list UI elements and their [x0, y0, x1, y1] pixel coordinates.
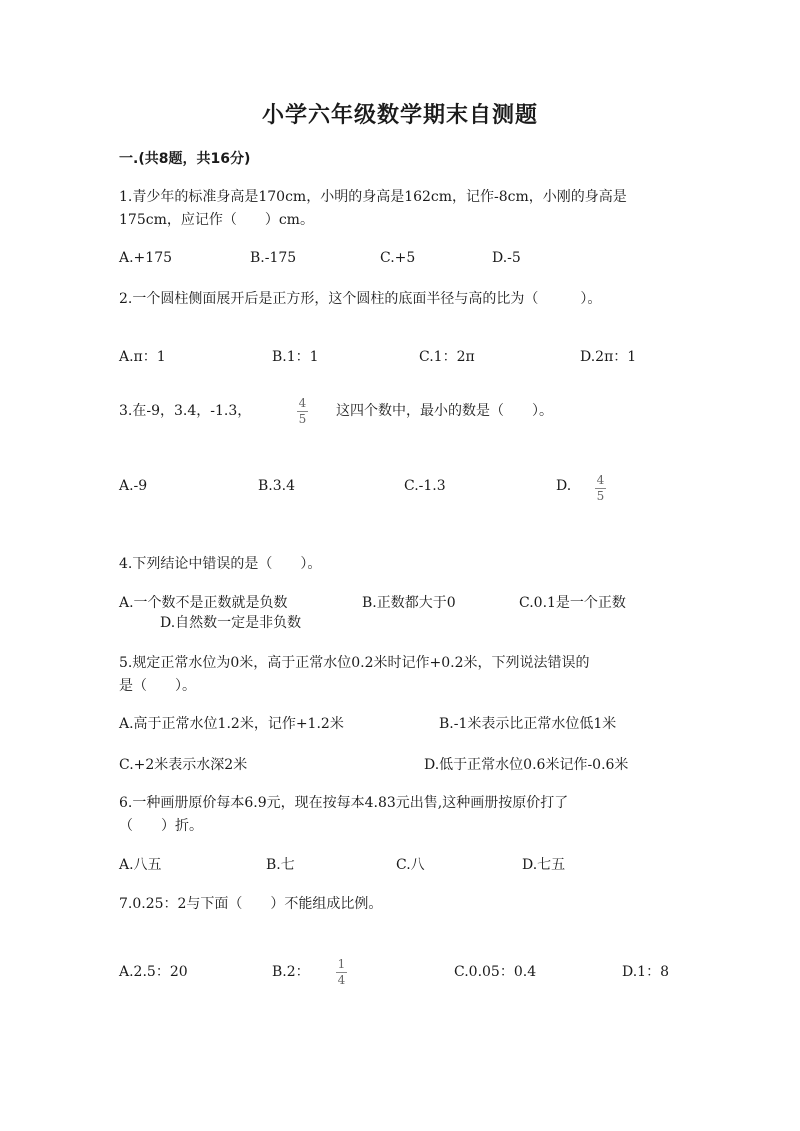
option-d: D.2π：1 [580, 349, 637, 365]
section-heading: 一.(共8题，共16分) [119, 151, 251, 167]
option-a: A.高于正常水位1.2米，记作+1.2米 [119, 716, 344, 732]
option-b: B.七 [266, 857, 295, 873]
option-c: C.+5 [380, 250, 416, 266]
question-text: 1.青少年的标准身高是170cm，小明的身高是162cm，记作-8cm，小刚的身高是 [119, 189, 627, 205]
fraction-denominator: 5 [298, 412, 307, 426]
fraction-numerator: 4 [298, 396, 307, 410]
option-a: A.2.5：20 [119, 964, 188, 980]
option-c: C.0.1是一个正数 [519, 595, 626, 611]
fraction [336, 958, 347, 987]
option-d: D. [556, 478, 572, 494]
option-b: B.正数都大于0 [362, 595, 456, 611]
option-d: D.-5 [492, 250, 521, 266]
option-a: A.-9 [119, 478, 148, 494]
option-d: D.自然数一定是非负数 [160, 615, 302, 631]
fraction [297, 397, 308, 426]
option-d: D.1：8 [622, 964, 669, 980]
option-a: A.一个数不是正数就是负数 [119, 595, 288, 611]
fraction-denominator: 4 [337, 973, 346, 987]
option-c: C.八 [396, 857, 425, 873]
option-b: B.-1米表示比正常水位低1米 [439, 716, 617, 732]
option-a: A.π：1 [119, 349, 166, 365]
fraction-denominator: 5 [596, 489, 605, 503]
question-text: （ ）折。 [119, 818, 203, 834]
question-text: 7.0.25：2与下面（ ）不能组成比例。 [119, 896, 383, 912]
fraction-numerator: 1 [337, 957, 346, 971]
question-text: 175cm，应记作（ ）cm。 [119, 212, 314, 228]
option-c: C.0.05：0.4 [454, 964, 537, 980]
option-a: A.八五 [119, 857, 162, 873]
option-a: A.+175 [119, 250, 173, 266]
option-c: C.-1.3 [404, 478, 446, 494]
fraction [595, 474, 606, 503]
option-b: B.1：1 [272, 349, 319, 365]
question-text: 3.在-9，3.4，-1.3， [119, 403, 252, 419]
option-b: B.-175 [250, 250, 297, 266]
option-c: C.+2米表示水深2米 [119, 757, 248, 773]
question-text: 5.规定正常水位为0米，高于正常水位0.2米时记作+0.2米，下列说法错误的 [119, 655, 590, 671]
fraction-numerator: 4 [596, 473, 605, 487]
option-b: B.3.4 [258, 478, 296, 494]
option-d: D.低于正常水位0.6米记作-0.6米 [424, 757, 629, 773]
option-d: D.七五 [522, 857, 566, 873]
question-text: 6.一种画册原价每本6.9元，现在按每本4.83元出售,这种画册按原价打了 [119, 795, 569, 811]
option-b: B.2： [272, 964, 310, 980]
question-text: 这四个数中，最小的数是（ ）。 [336, 403, 553, 419]
question-text: 4.下列结论中错误的是（ ）。 [119, 556, 322, 572]
page-title: 小学六年级数学期末自测题 [261, 103, 538, 128]
question-text: 是（ ）。 [119, 678, 196, 694]
option-c: C.1：2π [419, 349, 475, 365]
question-text: 2.一个圆柱侧面展开后是正方形，这个圆柱的底面半径与高的比为（ ）。 [119, 291, 602, 307]
